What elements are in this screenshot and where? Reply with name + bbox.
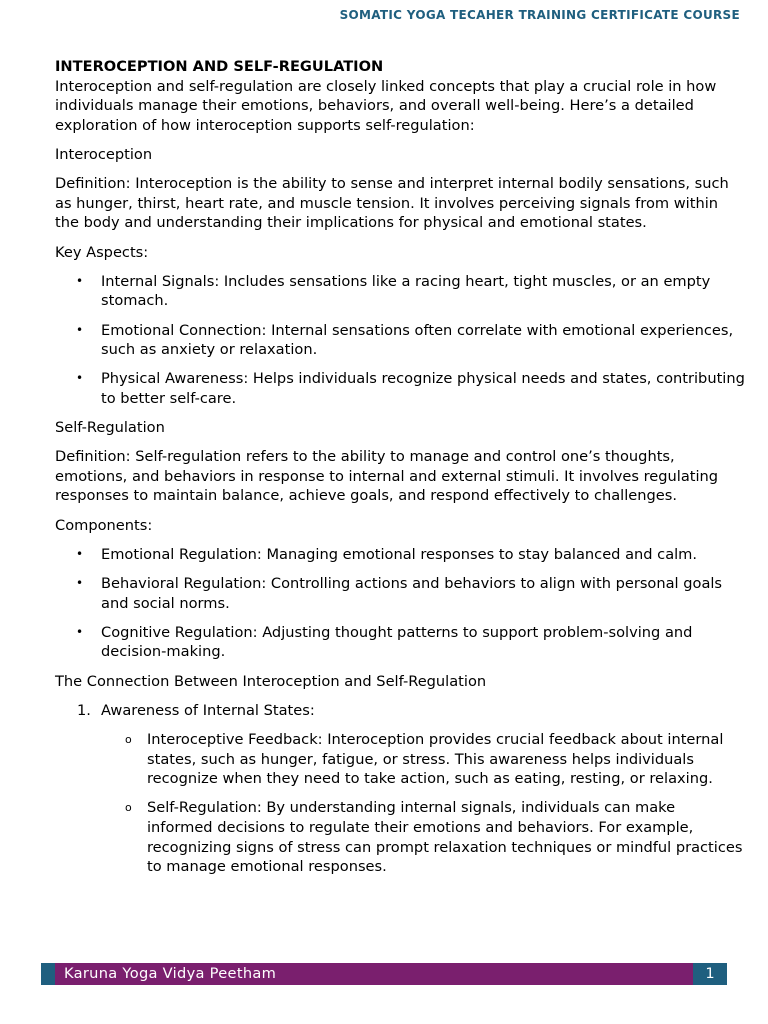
footer-institution: Karuna Yoga Vidya Peetham	[55, 963, 693, 985]
list-item: • Behavioral Regulation: Controlling actions and behaviors to align with personal goals and social norms.	[76, 575, 723, 612]
bullet-icon: •	[76, 273, 84, 288]
bullet-icon: •	[76, 546, 84, 561]
components-heading: Components:	[55, 516, 153, 534]
circle-bullet-icon: o	[125, 732, 132, 746]
document-title: INTEROCEPTION AND SELF-REGULATION	[55, 58, 384, 75]
bullet-icon: •	[76, 371, 84, 386]
list-item: • Cognitive Regulation: Adjusting thought patterns to support problem-solving and decision-making.	[76, 623, 693, 661]
course-header: SOMATIC YOGA TECAHER TRAINING CERTIFICATE COURSE	[339, 8, 740, 22]
key-aspects-heading: Key Aspects:	[55, 243, 149, 261]
components-list	[55, 545, 745, 662]
sub-list-item: o Self-Regulation: By understanding internal signals, individuals can make informed decisions to regulate their emotions and behaviors. For example, recognizing signs of stress can prompt relaxation techniques or mindful practices to manage emotional responses.	[125, 799, 743, 876]
list-item: • Internal Signals: Includes sensations like a racing heart, tight muscles, or an empty stomach.	[76, 272, 711, 310]
sub-list-item: o Interoceptive Feedback: Interoception provides crucial feedback about internal states, such as hunger, fatigue, or stress. This awareness helps individuals recognize when they need to take action, such as eating, resting, or relaxing.	[125, 730, 724, 788]
key-aspects-list	[55, 272, 745, 409]
intro-paragraph: Interoception and self-regulation are closely linked concepts that play a crucial role in how individuals manage their emotions, behaviors, and overall well-being. Here’s a detailed exploration of how interoception supports self-regulation:	[55, 77, 717, 134]
list-item: • Emotional Connection: Internal sensations often correlate with emotional experiences, such as anxiety or relaxation.	[76, 321, 734, 359]
circle-bullet-icon: o	[125, 801, 132, 815]
self-regulation-definition: Definition: Self-regulation refers to the ability to manage and control one’s thoughts, emotions, and behaviors in response to internal and external stimuli. It involves regulating responses to maintain balance, achieve goals, and respond effectively to challenges.	[55, 448, 719, 505]
bullet-icon: •	[76, 624, 84, 639]
self-regulation-heading: Self-Regulation	[55, 419, 165, 437]
page-number: 1	[693, 963, 727, 985]
item-number: 1.	[77, 701, 91, 719]
document-body	[55, 57, 745, 886]
page-footer	[41, 963, 727, 985]
footer-left-accent	[41, 963, 55, 985]
interoception-heading: Interoception	[55, 145, 153, 163]
interoception-definition: Definition: Interoception is the ability to sense and interpret internal bodily sensations, such as hunger, thirst, heart rate, and muscle tension. It involves perceiving signals from within the body and understanding their implications for physical and emotional states.	[55, 175, 729, 232]
connection-list	[55, 701, 745, 877]
list-item: • Physical Awareness: Helps individuals recognize physical needs and states, contributing to better self-care.	[76, 370, 745, 407]
numbered-item	[55, 701, 745, 877]
sub-list	[101, 730, 745, 877]
list-item: • Emotional Regulation: Managing emotional responses to stay balanced and calm.	[76, 545, 698, 563]
bullet-icon: •	[76, 322, 84, 337]
item-label: Awareness of Internal States:	[101, 701, 315, 719]
bullet-icon: •	[76, 576, 84, 590]
connection-heading: The Connection Between Interoception and Self-Regulation	[55, 672, 487, 690]
